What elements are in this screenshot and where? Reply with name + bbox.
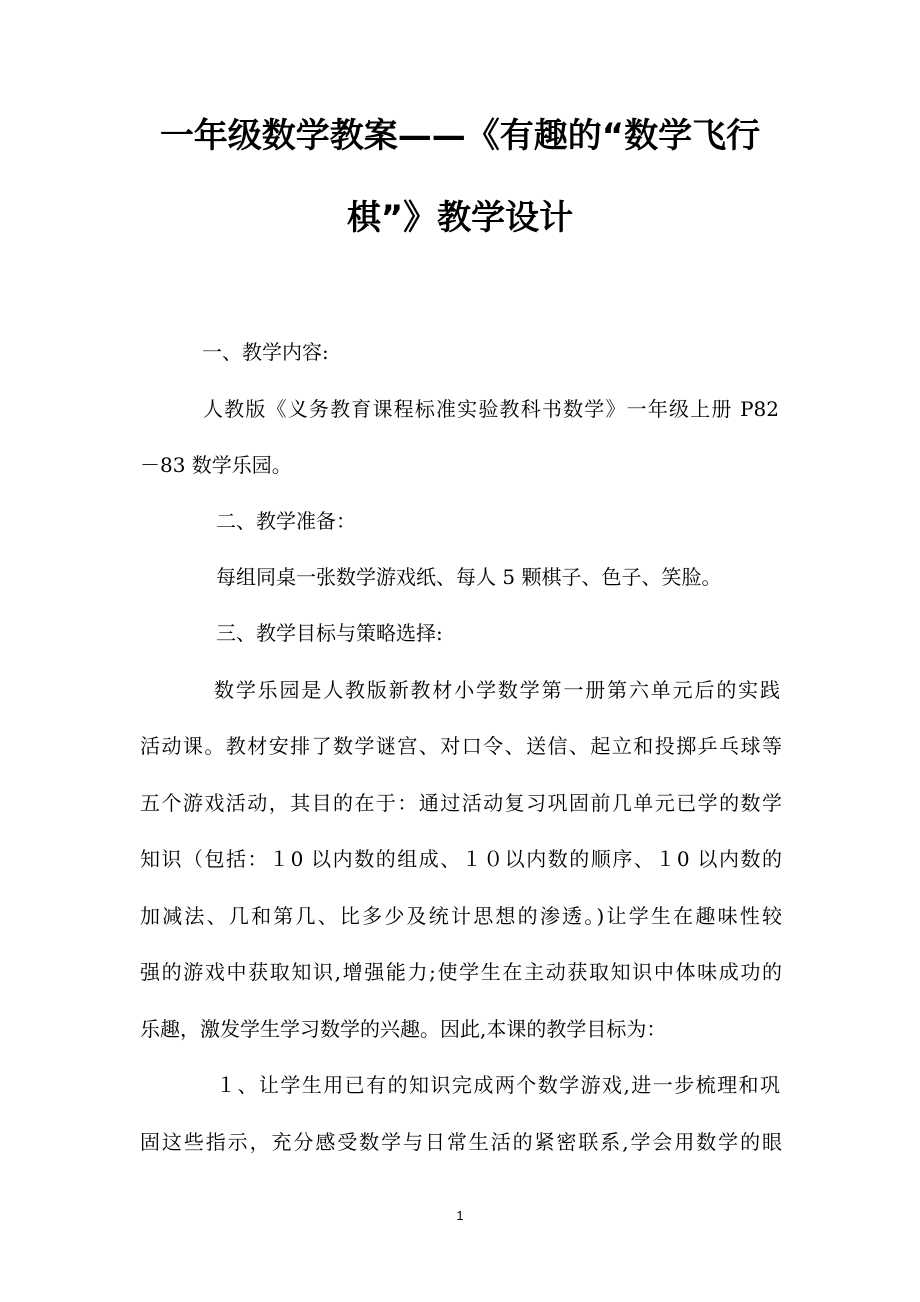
goals-paragraph-line: 数学乐园是人教版新教材小学数学第一册第六单元后的实践 bbox=[214, 678, 780, 702]
goals-paragraph-line: 乐趣，激发学生学习数学的兴趣。因此,本课的教学目标为： bbox=[140, 1017, 667, 1041]
document-title-line-2: 棋”》教学设计 bbox=[346, 198, 574, 238]
goals-paragraph-line: 活动课。教材安排了数学谜宫、对口令、送信、起立和投掷乒乓球等 bbox=[140, 734, 782, 758]
document-title-line-1: 一年级数学教案——《有趣的“数学飞行 bbox=[159, 116, 761, 156]
goals-paragraph-line: 知识（包括：１0 以内数的组成、１０以内数的顺序、１0 以内数的 bbox=[140, 847, 782, 871]
goal-item-1-line: 固这些指示，充分感受数学与日常生活的紧密联系,学会用数学的眼 bbox=[140, 1130, 782, 1154]
content-body-line-1: 人教版《义务教育课程标准实验教科书数学》一年级上册 P82 bbox=[203, 397, 779, 421]
section-heading-prep: 二、教学准备： bbox=[216, 509, 356, 533]
page-number: 1 bbox=[456, 1208, 464, 1223]
section-heading-content: 一、教学内容: bbox=[202, 340, 329, 364]
goals-paragraph-line: 强的游戏中获取知识,增强能力;使学生在主动获取知识中体味成功的 bbox=[140, 960, 782, 984]
goals-paragraph-line: 加减法、几和第几、比多少及统计思想的渗透。)让学生在趣味性较 bbox=[140, 904, 782, 928]
goals-paragraph-line: 五个游戏活动，其目的在于：通过活动复习巩固前几单元已学的数学 bbox=[140, 791, 782, 815]
prep-body: 每组同桌一张数学游戏纸、每人 5 颗棋子、色子、笑脸。 bbox=[216, 565, 722, 589]
goal-item-1-line: １、让学生用已有的知识完成两个数学游戏,进一步梳理和巩 bbox=[216, 1073, 780, 1097]
content-body-line-2: －83 数学乐园。 bbox=[140, 453, 292, 477]
section-heading-goals: 三、教学目标与策略选择: bbox=[216, 621, 443, 645]
